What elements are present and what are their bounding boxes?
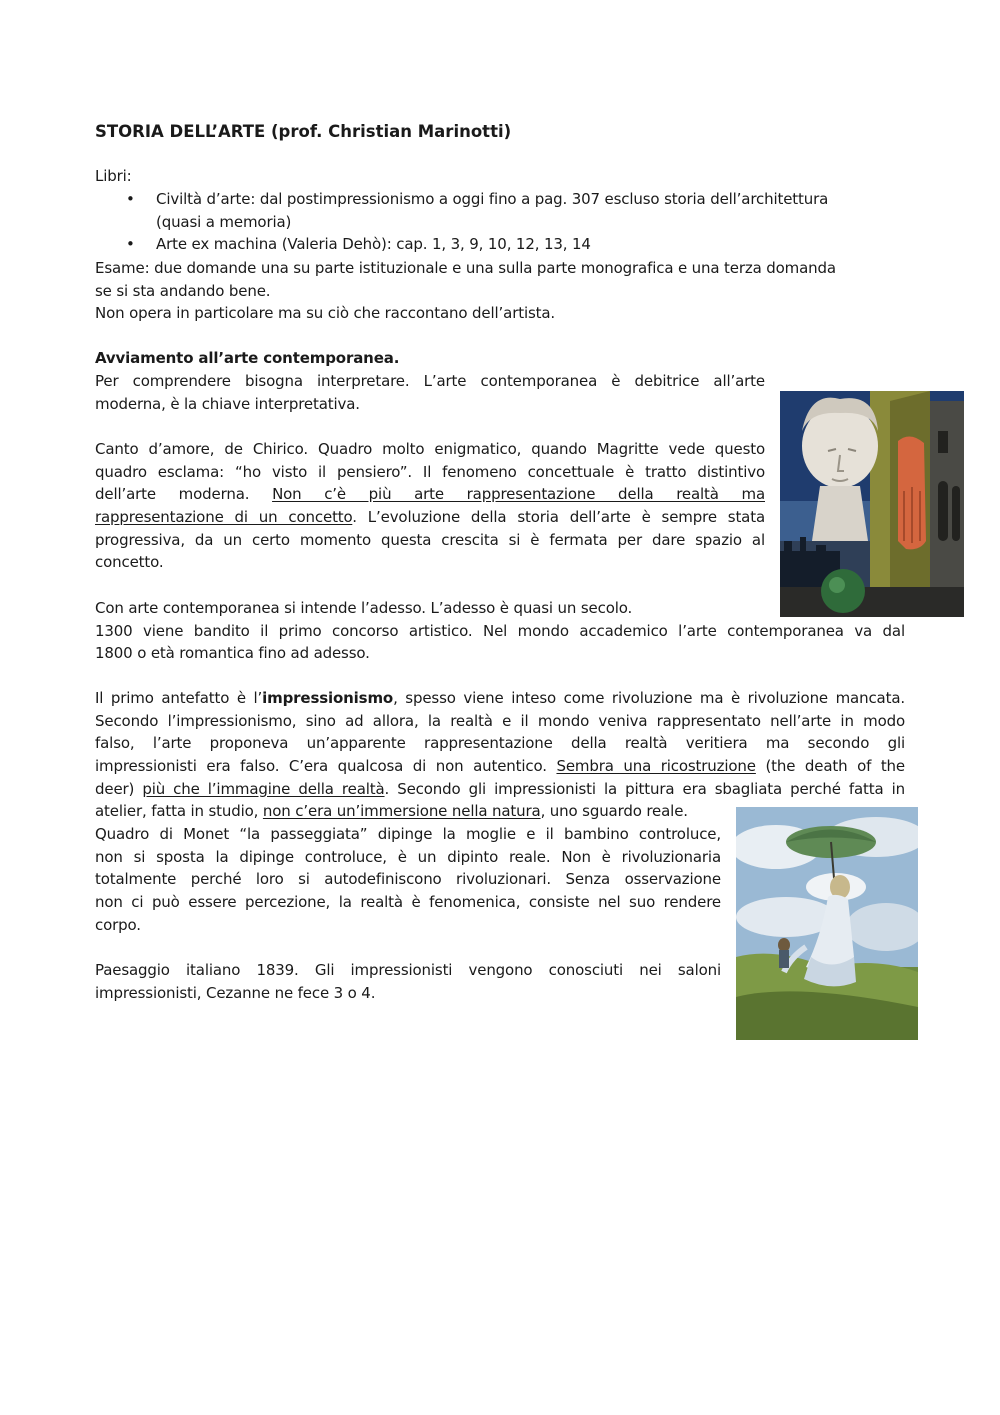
underlined-text: rappresentazione di un concetto (95, 508, 353, 527)
list-item: • Arte ex machina (Valeria Dehò): cap. 1, 3, 9, 10, 12, 13, 14 (95, 233, 905, 256)
bullet-icon: • (126, 235, 135, 254)
exam-paragraph: Esame: due domande una su parte istituzionale e una sulla parte monografica e una terza domanda se si sta andando bene. (95, 259, 836, 300)
de-chirico-painting-image (780, 391, 964, 617)
page-title: STORIA DELL’ARTE (prof. Christian Marinotti) (95, 122, 512, 141)
underlined-text: Sembra una ricostruzione (556, 757, 756, 776)
paragraph-de-chirico: Canto d’amore, de Chirico. Quadro molto enigmatico, quando Magritte vede questo quadro esclama: “ho visto il pensiero”. Il fenomeno concettuale è tratto distintivo dell’arte moderna. Non c’è più arte rappresentazione della realtà ma rappresentazione di un concetto. L’evoluzione della storia dell’arte è sempre stata progressiva, da un certo momento questa crescita si è fermata per dare spazio al concetto. (95, 440, 765, 572)
books-label: Libri: (95, 167, 132, 185)
bold-text: impressionismo (262, 689, 394, 707)
note-paragraph: Non opera in particolare ma su ciò che raccontano dell’artista. (95, 304, 556, 322)
paragraph-monet: Quadro di Monet “la passeggiata” dipinge la moglie e il bambino controluce, non si sposta la dipinge controluce, è un dipinto reale. Non è rivoluzionaria totalmente perché loro si autodefiniscono rivoluzionari. Senza osservazione non ci può essere percezione, la realtà è fenomenica, consiste nel suo rendere corpo. (95, 825, 721, 934)
paragraph-intro: Per comprendere bisogna interpretare. L’arte contemporanea è debitrice all’arte moderna, è la chiave interpretativa. (95, 372, 765, 413)
paragraph-impressionism: Il primo antefatto è l’impressionismo, spesso viene inteso come rivoluzione ma è rivoluzione mancata. Secondo l’impressionismo, sino ad allora, la realtà e il mondo veniva rappresentato nell’arte in modo falso, l’arte proponeva un’apparente rappresentazione della realtà veritiera ma secondo gli impressionisti era falso. C’era qualcosa di non autentico. Sembra una ricostruzione (the death of the deer) più che l’immagine della realtà. Secondo gli impressionisti la pittura era sbagliata perché fatta in atelier, fatta in studio, non c’era un’immersione nella natura, uno sguardo reale. (95, 689, 905, 821)
underlined-text: non c’era un’immersione nella natura (262, 802, 541, 821)
monet-painting-image (736, 807, 918, 1040)
bullet-icon: • (126, 190, 135, 208)
books-list (95, 188, 905, 256)
paragraph-contemporary: Con arte contemporanea si intende l’adesso. L’adesso è quasi un secolo. 1300 viene bandito il primo concorso artistico. Nel mondo accademico l’arte contemporanea va dal 1800 o età romantica fino ad adesso. (95, 599, 905, 663)
paragraph-landscape: Paesaggio italiano 1839. Gli impressionisti vengono conosciuti nei saloni impressionisti, Cezanne ne fece 3 o 4. (95, 961, 721, 1002)
list-item: • Civiltà d’arte: dal postimpressionismo a oggi fino a pag. 307 escluso storia dell’architettura (quasi a memoria) (126, 190, 829, 231)
underlined-text: Non c’è più arte rappresentazione della realtà ma (272, 485, 765, 504)
underlined-text: più che l’immagine della realtà (142, 779, 385, 798)
section-heading: Avviamento all’arte contemporanea. (95, 349, 400, 367)
